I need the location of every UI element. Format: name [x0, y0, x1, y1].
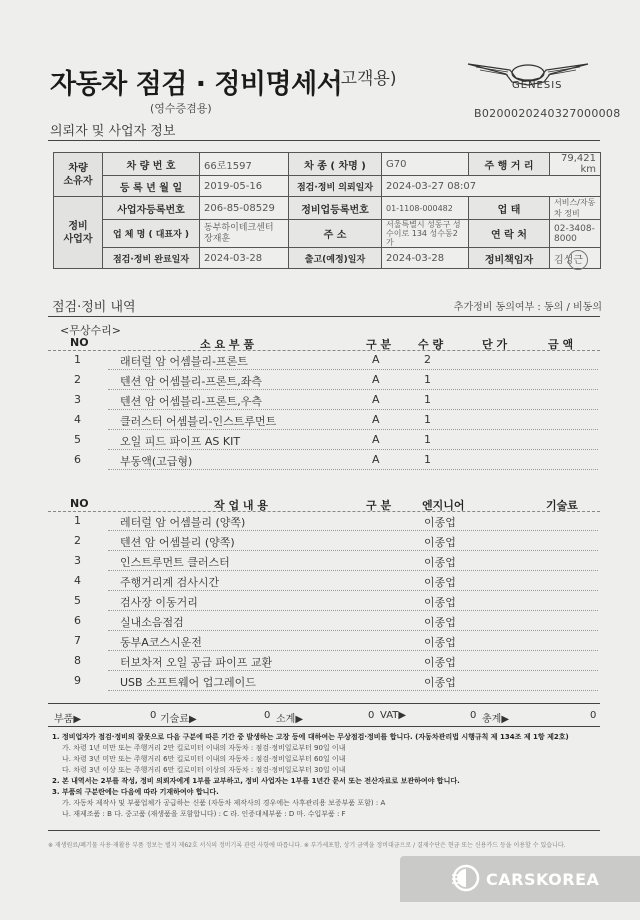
note-line: 3. 부품의 구분란에는 다음에 따라 기재하여야 합니다. — [52, 788, 219, 796]
subtotal-label: 소계▶ — [276, 714, 304, 725]
request-date-label: 점검·정비 의뢰일자 — [289, 176, 382, 197]
divider — [48, 830, 600, 831]
subtotal-value: 0 — [368, 710, 375, 721]
repair-reg-label: 정비업등록번호 — [289, 197, 382, 220]
work-row: 7 동부A코스시운전 이종업 — [60, 631, 600, 651]
parts-row: 3 텐션 암 어셈블리-프론트,우측 A 1 — [60, 390, 600, 410]
parts-unit-header: 단 가 — [482, 338, 508, 351]
release-date: 2024-03-28 — [382, 248, 469, 269]
reg-date-label: 등 록 년 월 일 — [103, 176, 200, 197]
owner-section-title: 의뢰자 및 사업자 정보 — [50, 124, 176, 139]
parts-total-label: 부품▶ — [54, 714, 82, 725]
document-number: B0200020240327000008 — [474, 107, 621, 120]
receipt-note: (영수증겸용) — [150, 102, 212, 115]
biz-no-label: 사업자등록번호 — [103, 197, 200, 220]
work-row: 9 USB 소프트웨어 업그레이드 이종업 — [60, 671, 600, 691]
release-date-label: 출고(예정)일자 — [289, 248, 382, 269]
contact-label: 연 락 처 — [469, 220, 550, 248]
totals-bar — [48, 706, 600, 726]
work-kind-header: 구 분 — [366, 499, 392, 512]
document-title: 자동차 점검 · 정비명세서 — [50, 69, 343, 100]
work-row: 5 검사장 이동거리 이종업 — [60, 591, 600, 611]
detail-section-title: 점검·정비 내역 — [52, 300, 136, 315]
manager-name: 김성근 — [550, 248, 601, 269]
work-no-header: NO — [70, 497, 89, 510]
contact-value: 02-3408-8000 — [550, 220, 601, 248]
mileage-value: 79,421 km — [550, 153, 601, 176]
done-date: 2024-03-28 — [200, 248, 289, 269]
note-line: 나. 재제조품 : B 다. 중고품 (재생품을 포함합니다) : C 라. 인증대체부품 : D 마. 수입부품 : F — [62, 810, 346, 818]
work-row: 6 실내소음점검 이종업 — [60, 611, 600, 631]
mileage-label: 주 행 거 리 — [469, 153, 550, 176]
divider — [48, 703, 600, 704]
parts-row: 4 클러스터 어셈블리-인스트루먼트 A 1 — [60, 410, 600, 430]
work-engineer-header: 엔지니어 — [422, 499, 465, 512]
parts-row: 2 텐션 암 어셈블리-프론트,좌측 A 1 — [60, 370, 600, 390]
note-line: 가. 차령 1년 미만 또는 주행거리 2만 킬로미터 이내의 자동차 : 점검·정비일로부터 90일 이내 — [62, 744, 346, 752]
parts-name-header: 소 요 부 품 — [200, 338, 254, 351]
parts-kind-header: 구 분 — [366, 338, 392, 351]
fee-total-value: 0 — [264, 710, 271, 721]
carskorea-logo-icon — [452, 864, 480, 892]
company-name: 동부하이테크센터 장재훈 — [200, 220, 289, 248]
business-group-label: 정비 사업자 — [54, 197, 103, 269]
company-label: 업 체 명 ( 대표자 ) — [103, 220, 200, 248]
parts-no-header: NO — [70, 336, 89, 349]
work-row: 2 텐션 암 어셈블리 (양쪽) 이종업 — [60, 531, 600, 551]
car-number: 66로1597 — [200, 153, 289, 176]
biz-type: 서비스/자동차 정비 — [550, 197, 601, 220]
divider — [48, 726, 600, 727]
done-date-label: 점검·정비 완료일자 — [103, 248, 200, 269]
parts-qty-header: 수 량 — [418, 338, 444, 351]
work-name-header: 작 업 내 용 — [214, 499, 268, 512]
divider — [48, 140, 600, 141]
work-fee-header: 기술료 — [546, 499, 578, 512]
work-row: 4 주행거리계 검사시간 이종업 — [60, 571, 600, 591]
owner-group-label: 차량 소유자 — [54, 153, 103, 197]
consent-text: 추가정비 동의여부 : 동의 / 비동의 — [453, 302, 602, 313]
work-row: 8 터보차저 오일 공급 파이프 교환 이종업 — [60, 651, 600, 671]
fee-total-label: 기술료▶ — [160, 714, 197, 725]
parts-amount-header: 금 액 — [548, 338, 574, 351]
vat-label: VAT▶ — [380, 710, 407, 721]
legal-notes — [52, 732, 600, 820]
manager-label: 정비책임자 — [469, 248, 550, 269]
address-label: 주 소 — [289, 220, 382, 248]
biz-no: 206-85-08529 — [200, 197, 289, 220]
parts-row: 5 오일 피드 파이프 AS KIT A 1 — [60, 430, 600, 450]
work-row: 1 레터럴 암 어셈블리 (양쪽) 이종업 — [60, 511, 600, 531]
parts-row: 1 래터럴 암 어셈블리-프론트 A 2 — [60, 350, 600, 370]
note-line: 나. 차령 3년 미만 또는 주행거리 6만 킬로미터 이내의 자동차 : 점검·정비일로부터 60일 이내 — [62, 755, 346, 763]
grand-total-label: 총계▶ — [482, 714, 510, 725]
seal-stamp — [568, 250, 588, 270]
request-date: 2024-03-27 08:07 — [382, 176, 601, 197]
work-row: 3 인스트루먼트 클러스터 이종업 — [60, 551, 600, 571]
address-value: 서울특별시 성동구 성 수이로 134 성수동2가 — [382, 220, 469, 248]
free-repair-title: <무상수리> — [60, 324, 121, 337]
model-value: G70 — [382, 153, 469, 176]
biz-type-label: 업 태 — [469, 197, 550, 220]
footer-note: ※ 재생원료/폐기물 사용·재활용 부품 정보는 별지 제62호 서식의 정비기록 관련 사항에 따릅니다. ※ 부가세포함, 상기 금액을 정비대금으로 / 결제수단은 현금 또는 신용카드 등을 이용할 수 있습니다. — [48, 842, 566, 849]
grand-total-value: 0 — [590, 710, 597, 721]
model-label: 차 종 ( 차명 ) — [289, 153, 382, 176]
divider — [48, 316, 600, 317]
watermark-text: CARSKOREA — [486, 870, 600, 889]
reg-date: 2019-05-16 — [200, 176, 289, 197]
car-number-label: 차 량 번 호 — [103, 153, 200, 176]
parts-total-value: 0 — [150, 710, 157, 721]
parts-row: 6 부동액(고급형) A 1 — [60, 450, 600, 470]
note-line: 가. 자동차 제작사 및 부품업체가 공급하는 신품 (자동차 제작사의 경우에는 사후관리용 보증부품 포함) : A — [62, 799, 386, 807]
brand-name: GENESIS — [512, 80, 563, 91]
vat-value: 0 — [470, 710, 477, 721]
note-line: 1. 정비업자가 점검·정비의 잘못으로 다음 구분에 따른 기간 중 발생하는 고장 등에 대하여는 무상점검·정비를 합니다. (자동차관리법 시행규칙 제 134조 제 1항 제2호) — [52, 733, 569, 741]
customer-copy-label: (고객용) — [334, 69, 397, 89]
repair-reg-no: 01-1108-000482 — [382, 197, 469, 220]
note-line: 다. 차령 3년 이상 또는 주행거리 6만 킬로미터 이상의 자동차 : 점검·정비일로부터 30일 이내 — [62, 766, 346, 774]
note-line: 2. 본 내역서는 2부를 작성, 정비 의뢰자에게 1부를 교부하고, 정비 사업자는 1부를 1년간 문서 또는 전산자료로 보관하여야 합니다. — [52, 777, 460, 785]
owner-business-table — [53, 152, 601, 269]
